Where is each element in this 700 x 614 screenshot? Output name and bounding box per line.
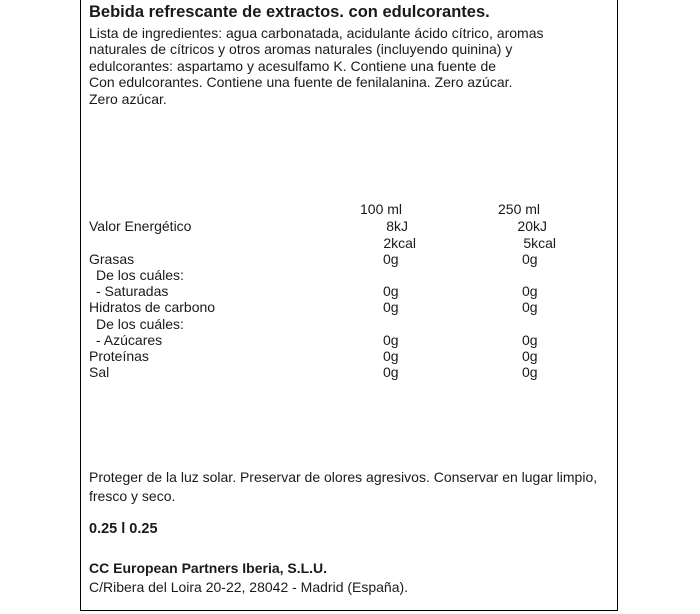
value-100ml: 0g — [383, 283, 399, 299]
storage-line: fresco y seco. — [89, 488, 176, 504]
ingredients-line: naturales de cítricos y otros aromas naturales (incluyendo quinina) y — [89, 41, 513, 58]
value-100ml: 8kJ — [386, 218, 408, 234]
column-header-250ml: 250 ml — [498, 201, 541, 217]
value-100ml: 2kcal — [383, 235, 416, 251]
storage-line: Proteger de la luz solar. Preservar de olores agresivos. Conservar en lugar limpio, — [89, 469, 598, 485]
value-100ml: 0g — [383, 348, 399, 364]
ingredients-line: Zero azúcar. — [89, 90, 167, 107]
storage-instructions — [89, 468, 597, 506]
value-100ml: 0g — [383, 332, 399, 348]
nutrient-label: Hidratos de carbono — [89, 299, 216, 315]
ingredients-line: Lista de ingredientes: agua carbonatada, acidulante ácido cítrico, aromas — [89, 25, 544, 41]
value-100ml: 0g — [383, 299, 399, 315]
nutrient-label: - Saturadas — [96, 283, 169, 299]
nutrient-label: - Azúcares — [96, 332, 163, 348]
value-250ml: 0g — [522, 332, 538, 348]
nutrient-label: Valor Energético — [89, 218, 192, 234]
nutrient-sublabel: De los cuáles: — [96, 316, 184, 332]
product-title: Bebida refrescante de extractos. con edulcorantes. — [89, 3, 490, 21]
value-250ml: 5kcal — [523, 235, 556, 251]
value-250ml: 20kJ — [517, 218, 547, 234]
company-address: C/Ribera del Loira 20-22, 28042 - Madrid (España). — [89, 579, 409, 595]
value-100ml: 0g — [383, 251, 399, 267]
ingredients-line: edulcorantes: aspartamo y acesulfamo K. Contiene una fuente de — [89, 57, 497, 74]
net-quantity: 0.25 l 0.25 — [89, 521, 158, 537]
value-100ml: 0g — [383, 364, 399, 380]
ingredients-line: Con edulcorantes. Contiene una fuente de fenilalanina. Zero azúcar. — [89, 74, 513, 91]
nutrient-sublabel: De los cuáles: — [96, 267, 184, 283]
nutrient-label: Proteínas — [89, 348, 149, 364]
column-header-100ml: 100 ml — [360, 201, 403, 217]
company-name: CC European Partners Iberia, S.L.U. — [89, 560, 328, 576]
value-250ml: 0g — [522, 251, 538, 267]
value-250ml: 0g — [522, 364, 538, 380]
value-250ml: 0g — [522, 348, 538, 364]
nutrient-label: Grasas — [89, 251, 135, 267]
value-250ml: 0g — [522, 283, 538, 299]
nutrient-label: Sal — [89, 364, 110, 380]
value-250ml: 0g — [522, 299, 538, 315]
ingredients-list — [89, 25, 609, 107]
